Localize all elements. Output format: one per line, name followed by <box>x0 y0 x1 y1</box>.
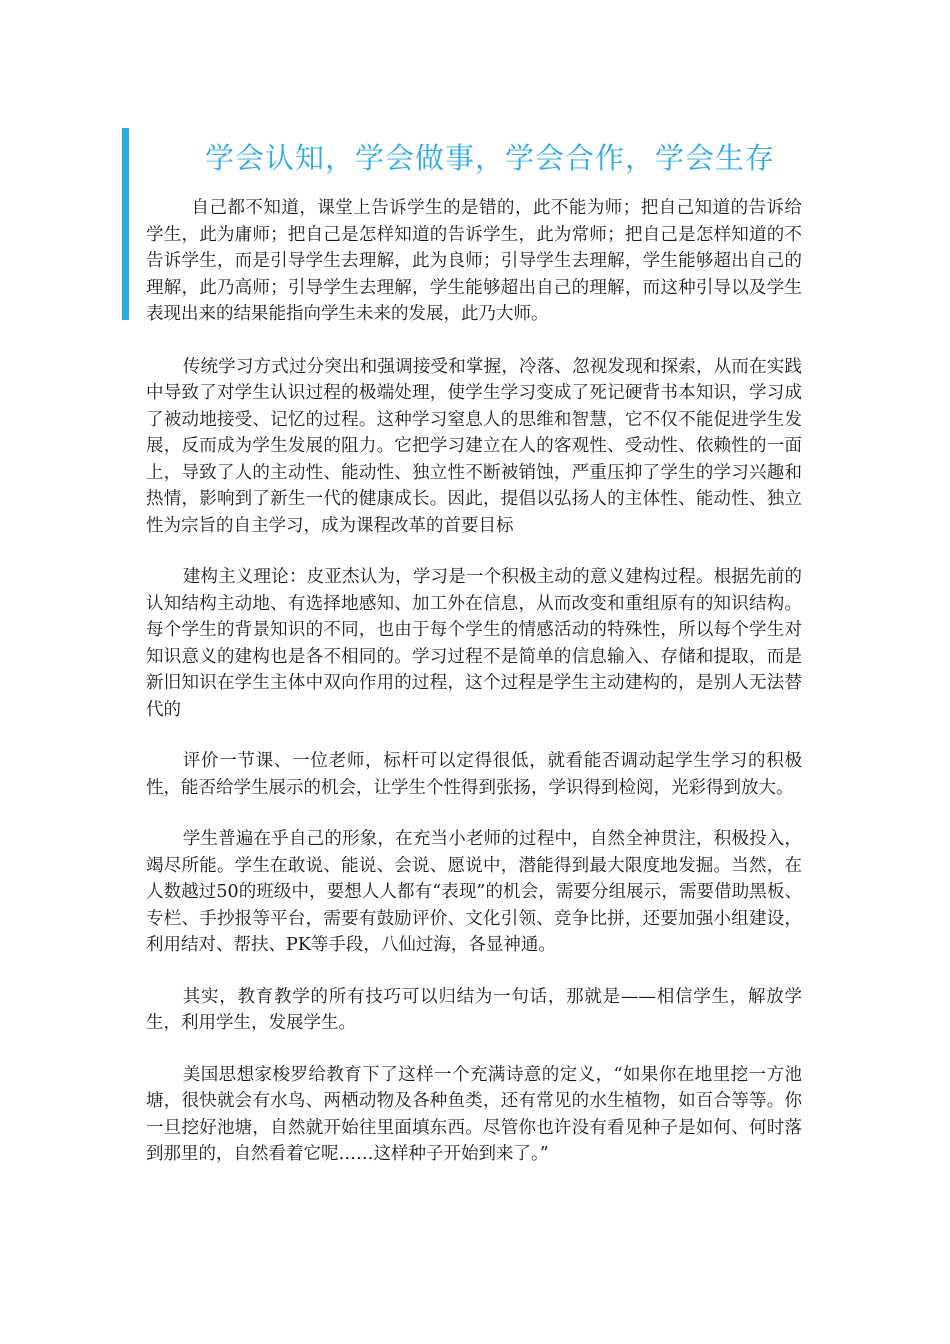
paragraph-student-presentation: 学生普遍在乎自己的形象，在充当小老师的过程中，自然全神贯注，积极投入，竭尽所能。学生在敢说、能说、会说、愿说中，潜能得到最大限度地发掘。当然，在人数越过50的班级中，要想人人都有“表现”的机会，需要分组展示，需要借助黑板、专栏、手抄报等平台，需要有鼓励评价、文化引领、竞争比拼，还要加强小组建设，利用结对、帮扶、PK等手段，八仙过海，各显神通。 <box>146 829 802 955</box>
paragraph-teacher-levels: 自己都不知道，课堂上告诉学生的是错的，此不能为师；把自己知道的告诉给学生，此为庸师；把自己是怎样知道的告诉学生，此为常师；把自己是怎样知道的不告诉学生，而是引导学生去理解，此为良师；引导学生去理解，学生能够超出自己的理解，此乃高师；引导学生去理解，学生能够超出自己的理解，而这种引导以及学生表现出来的结果能指向学生未来的发展，此乃大师。 <box>146 198 802 324</box>
article-body <box>146 195 802 1193</box>
page-title: 学会认知，学会做事，学会合作，学会生存 <box>204 141 775 175</box>
paragraph-thoreau-quote: 美国思想家梭罗给教育下了这样一个充满诗意的定义，“如果你在地里挖一方池塘，很快就会有水鸟、两栖动物及各种鱼类，还有常见的水生植物，如百合等等。你一旦挖好池塘，自然就开始往里面填东西。尽管你也许没有看见种子是如何、何时落到那里的，自然看着它呢……这样种子开始到来了。” <box>146 1064 802 1164</box>
paragraph-traditional-learning: 传统学习方式过分突出和强调接受和掌握，冷落、忽视发现和探索，从而在实践中导致了对学生认识过程的极端处理，使学生学习变成了死记硬背书本知识，学习成了被动地接受、记忆的过程。这种学习窒息人的思维和智慧，它不仅不能促进学生发展，反而成为学生发展的阻力。它把学习建立在人的客观性、受动性、依赖性的一面上，导致了人的主动性、能动性、独立性不断被销蚀，严重压抑了学生的学习兴趣和热情，影响到了新生一代的健康成长。因此，提倡以弘扬人的主体性、能动性、独立性为宗旨的自主学习，成为课程改革的首要目标 <box>146 356 802 536</box>
paragraph-teaching-skills: 其实，教育教学的所有技巧可以归结为一句话，那就是——相信学生，解放学生，利用学生，发展学生。 <box>146 986 802 1033</box>
paragraph-constructivism: 建构主义理论：皮亚杰认为，学习是一个积极主动的意义建构过程。根据先前的认知结构主动地、有选择地感知、加工外在信息，从而改变和重组原有的知识结构。每个学生的背景知识的不同，也由于每个学生的情感活动的特殊性，所以每个学生对知识意义的建构也是各不相同的。学习过程不是简单的信息输入、存储和提取，而是新旧知识在学生主体中双向作用的过程，这个过程是学生主动建构的，是别人无法替代的 <box>146 567 802 720</box>
paragraph-lesson-evaluation: 评价一节课、一位老师，标杆可以定得很低，就看能否调动起学生学习的积极性，能否给学生展示的机会，让学生个性得到张扬，学识得到检阅，光彩得到放大。 <box>146 751 802 798</box>
title-accent-bar <box>122 128 129 320</box>
